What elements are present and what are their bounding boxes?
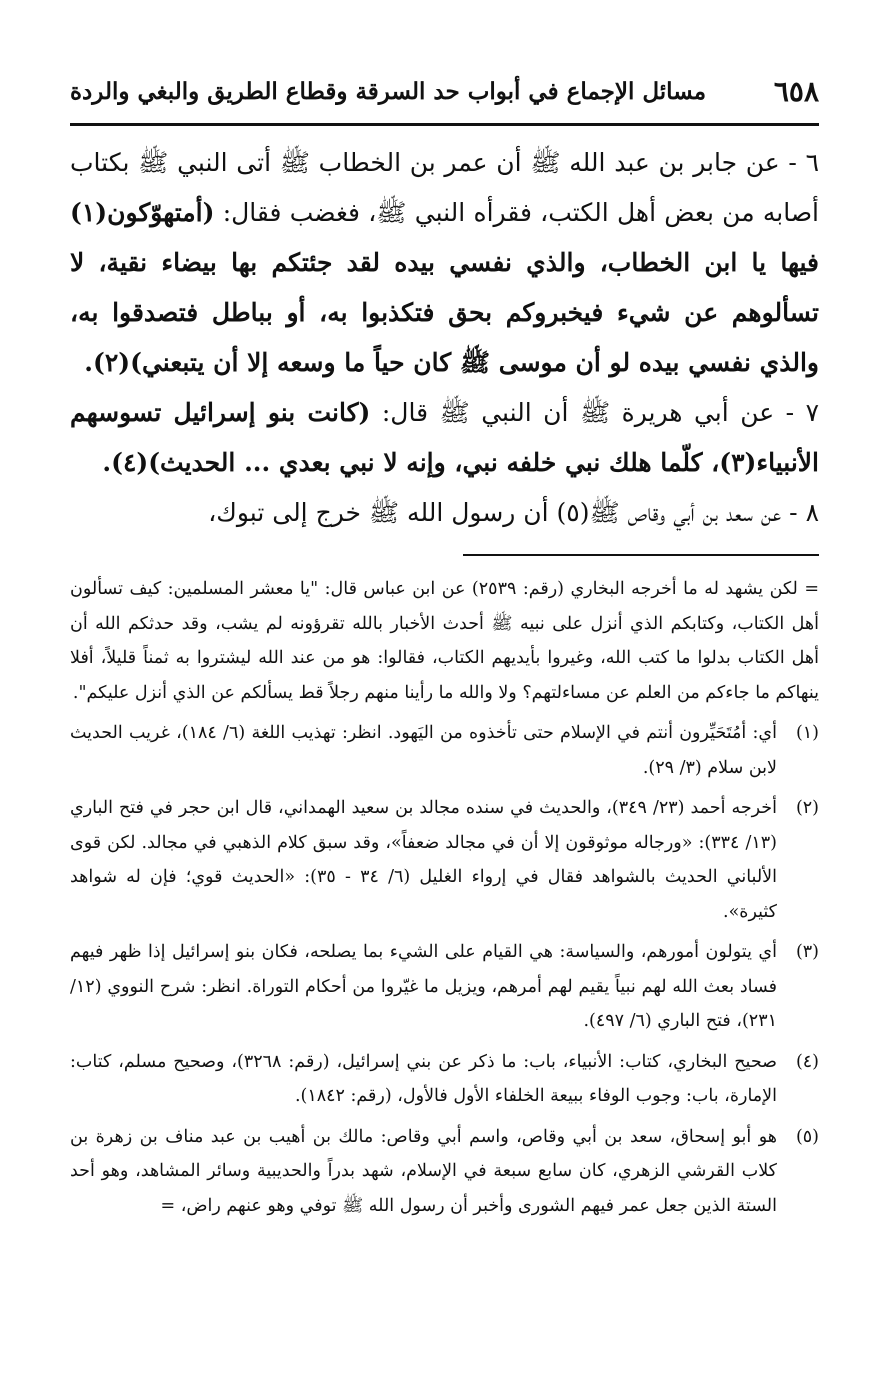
footnote-text: = لكن يشهد له ما أخرجه البخاري (رقم: ٢٥٣٩) عن ابن عباس قال: "يا معشر المسلمين: كيف تسألون أهل الكتاب، وكتابكم الذي أنزل على نبيه ﷺ أحدث الأخبار بالله تقرؤونه لم يشب، وقد حدثكم الله أن أهل الكتاب بدلوا ما كتب الله، وغيروا بأيديهم الكتاب، فقالوا: هو من عند الله ليشتروا به ثمناً قليلاً، أفلا ينهاكم ما جاءكم من العلم عن مساءلتهم؟ ولا والله ما رأينا منهم رجلاً قط يسألكم عن الذي أنزل عليكم".: [70, 579, 819, 703]
footnote-text: أخرجه أحمد (٢٣/ ٣٤٩)، والحديث في سنده مجالد بن سعيد الهمداني، قال ابن حجر في فتح الباري (١٣/ ٣٣٤): «ورجاله موثوقون إلا أن في مجالد ضعفاً»، وقد سبق كلام الذهبي في مجالد. لكن قوى الألباني الحديث بالشواهد فقال في إرواء الغليل (٦/ ٣٤ - ٣٥): «الحديث قوي؛ فإن له شواهد كثيرة».: [70, 798, 777, 922]
hadith-6: [70, 138, 819, 388]
footnote-4: [70, 1045, 819, 1114]
footnote-5: [70, 1120, 819, 1224]
hadith-8-intro: ٨ - عن سعد بن أبي وقاص ﷺ(٥) أن رسول الله ﷺ خرج إلى تبوك،: [208, 498, 819, 527]
footnote-text: أي يتولون أمورهم، والسياسة: هي القيام على الشيء بما يصلحه، فكان بنو إسرائيل إذا ظهر فيهم فساد بعث الله لهم نبياً يقيم لهم أمرهم، ويزيل ما غيّروا من أحكام التوراة. انظر: شرح النووي (١٢/ ٢٣١)، فتح الباري (٦/ ٤٩٧).: [70, 942, 777, 1031]
header-divider: [70, 123, 819, 126]
hadith-7-quote: (كانت بنو إسرائيل تسوسهم الأنبياء(٣)، كلّما هلك نبي خلفه نبي، وإنه لا نبي بعدي ... الحديث)(٤).: [70, 398, 819, 477]
running-title: مسائل الإجماع في أبواب حد السرقة وقطاع الطريق والبغي والردة: [70, 78, 707, 105]
footnote-number: (٤): [795, 1051, 819, 1072]
footnote-text: صحيح البخاري، كتاب: الأنبياء، باب: ما ذكر عن بني إسرائيل، (رقم: ٣٢٦٨)، وصحيح مسلم، كتاب: الإمارة، باب: وجوب الوفاء ببيعة الخلفاء الأول فالأول، (رقم: ١٨٤٢).: [70, 1051, 777, 1106]
footnote-number: (٢): [795, 798, 819, 818]
footnotes: [70, 572, 819, 1223]
main-text: [70, 138, 819, 538]
page-header: [70, 72, 819, 122]
footnote-number: (٥): [795, 1126, 819, 1147]
footnote-number: (١): [795, 723, 819, 743]
page-number: ٦٥٨: [773, 75, 819, 108]
hadith-6-quote: (أمتهوّكون(١) فيها يا ابن الخطاب، والذي نفسي بيده لقد جئتكم بها بيضاء نقية، لا تسألوهم عن شيء فيخبروكم بحق فتكذبوا به، أو بباطل فتصدقوا به، والذي نفسي بيده لو أن موسى ﷺ كان حياً ما وسعه إلا أن يتبعني)(٢).: [70, 198, 819, 377]
footnote-text: أي: أمُتَحَيِّرون أنتم في الإسلام حتى تأخذوه من اليَهود. انظر: تهذيب اللغة (٦/ ١٨٤)، غريب الحديث لابن سلام (٣/ ٢٩).: [70, 723, 777, 778]
footnote-text: هو أبو إسحاق، سعد بن أبي وقاص، واسم أبي وقاص: مالك بن أهيب بن عبد مناف بن زهرة بن كلاب القرشي الزهري، كان سابع سبعة في الإسلام، شهد بدراً والحديبية وسائر المشاهد، وهو أحد الستة الذين جعل عمر فيهم الشورى وأخبر أن رسول الله ﷺ توفي وهو عنهم راض، =: [70, 1126, 777, 1216]
footnote-3: [70, 935, 819, 1039]
footnote-1: [70, 716, 819, 785]
hadith-8: [70, 488, 819, 538]
footnote-2: [70, 791, 819, 929]
footnote-continuation: [70, 572, 819, 710]
hadith-7-intro: ٧ - عن أبي هريرة ﷺ أن النبي ﷺ قال:: [370, 398, 820, 427]
hadith-7: [70, 388, 819, 488]
hadith-6-intro: ٦ - عن جابر بن عبد الله ﷺ أن عمر بن الخطاب ﷺ أتى النبي ﷺ بكتاب أصابه من بعض أهل الكتب، فقرأه النبي ﷺ، فغضب فقال:: [70, 148, 819, 227]
footnote-number: (٣): [795, 942, 819, 962]
footnote-divider: [463, 554, 819, 556]
